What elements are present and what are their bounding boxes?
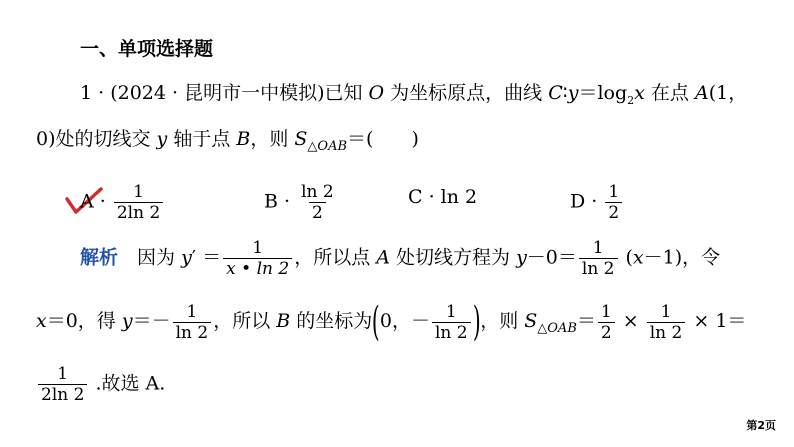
text-fragment xyxy=(173,302,212,343)
text-fragment: ln 2 xyxy=(301,182,334,202)
text-fragment: × xyxy=(616,310,645,332)
solution-keyword: 解析 xyxy=(80,246,119,269)
text-fragment: ＝( ) xyxy=(347,128,419,150)
text-fragment: 为坐标原点，曲线 xyxy=(384,82,549,104)
text-fragment: 的坐标为 xyxy=(290,310,373,332)
question-line-1 xyxy=(80,78,747,111)
text-fragment: 2 xyxy=(605,202,622,223)
option-c xyxy=(408,182,477,212)
text-fragment: 2 xyxy=(627,94,635,107)
text-fragment: 1 xyxy=(133,182,144,202)
text-fragment: ( xyxy=(372,299,380,345)
text-fragment: S xyxy=(294,128,308,150)
text-fragment: 在点 xyxy=(644,82,695,104)
text-fragment: ＝0，得 xyxy=(46,310,122,332)
text-fragment: －0＝ xyxy=(526,246,577,269)
text-fragment: －1)，令 xyxy=(643,246,721,269)
text-fragment xyxy=(223,238,292,279)
text-fragment xyxy=(598,302,615,343)
text-fragment: 1 xyxy=(660,301,672,322)
option-a xyxy=(80,182,165,223)
text-fragment: 处切线方程为 xyxy=(389,246,517,269)
text-fragment: △OAB xyxy=(537,321,577,336)
solution-line-3 xyxy=(36,364,165,405)
option-b xyxy=(264,182,339,223)
text-fragment: ＝log xyxy=(578,82,628,104)
text-fragment: S xyxy=(524,310,538,332)
solution-line-1 xyxy=(80,238,720,279)
text-fragment: ln 2 xyxy=(432,322,471,343)
text-fragment: 1 xyxy=(600,301,612,322)
text-fragment: ′ ＝ xyxy=(191,246,222,269)
text-fragment: 0)处的切线交 xyxy=(36,128,157,150)
text-fragment: × 1＝ xyxy=(687,310,747,332)
text-fragment: (1， xyxy=(708,82,748,104)
text-fragment: D · xyxy=(570,190,604,213)
text-fragment xyxy=(579,238,618,279)
text-fragment: 1 xyxy=(186,301,198,322)
text-fragment: 1 xyxy=(592,238,604,258)
text-fragment: ln 2 xyxy=(647,322,686,343)
text-fragment: 轴于点 xyxy=(167,128,237,150)
page-number: 第2页 xyxy=(746,419,776,432)
text-fragment: A xyxy=(376,246,390,269)
question-line-2 xyxy=(36,124,419,157)
text-fragment xyxy=(38,364,87,405)
text-fragment: C · ln 2 xyxy=(408,186,478,208)
text-fragment: x • ln 2 xyxy=(223,258,292,279)
option-b-fraction xyxy=(298,182,337,223)
text-fragment: x xyxy=(632,246,644,269)
text-fragment: .故选 A. xyxy=(89,372,166,395)
text-fragment: △OAB xyxy=(307,139,348,154)
text-fragment: 2 xyxy=(598,322,615,343)
solution-line-2 xyxy=(36,300,746,344)
text-fragment: x xyxy=(634,82,645,104)
text-fragment: B xyxy=(276,310,291,332)
text-fragment: ，则 xyxy=(480,310,525,332)
text-fragment: ln 2 xyxy=(579,258,618,279)
text-fragment: y xyxy=(567,82,579,104)
text-fragment: ，所以点 xyxy=(294,246,377,269)
text-fragment: A · xyxy=(80,190,112,213)
text-fragment: ＝－ xyxy=(132,310,171,332)
text-fragment: ln 2 xyxy=(173,322,212,343)
text-fragment: x xyxy=(36,310,47,332)
text-fragment: ＝ xyxy=(576,310,596,332)
option-d-fraction xyxy=(605,182,622,223)
text-fragment: 1 xyxy=(445,301,457,322)
text-fragment: 0，－ xyxy=(379,310,430,332)
text-fragment: ∶ xyxy=(562,82,568,104)
text-fragment xyxy=(647,302,686,343)
text-fragment: y xyxy=(181,246,192,269)
text-fragment: 因为 xyxy=(118,246,182,269)
text-fragment: B xyxy=(236,128,251,150)
text-fragment: 1 xyxy=(57,364,69,384)
text-fragment: 2 xyxy=(309,202,326,223)
text-fragment: 1 · (2024 · 昆明市一中模拟)已知 xyxy=(80,82,369,104)
option-d xyxy=(570,182,624,223)
text-fragment xyxy=(432,302,471,343)
text-fragment: y xyxy=(156,128,168,150)
text-fragment: O xyxy=(368,82,385,104)
section-title: 一、单项选择题 xyxy=(80,38,214,60)
text-fragment: 2ln 2 xyxy=(38,384,87,405)
text-fragment: 1 xyxy=(252,238,264,258)
text-fragment: ( xyxy=(619,246,633,269)
text-fragment: 2ln 2 xyxy=(114,202,163,223)
text-fragment: 1 xyxy=(608,182,620,202)
text-fragment: B · xyxy=(264,190,297,213)
text-fragment: ) xyxy=(472,299,481,345)
text-fragment: ，则 xyxy=(250,128,295,150)
text-fragment: C xyxy=(548,82,563,104)
text-fragment: ，所以 xyxy=(213,310,277,332)
text-fragment: y xyxy=(121,310,133,332)
text-fragment: A xyxy=(694,82,709,104)
text-fragment: y xyxy=(516,246,527,269)
option-a-fraction xyxy=(114,182,163,223)
